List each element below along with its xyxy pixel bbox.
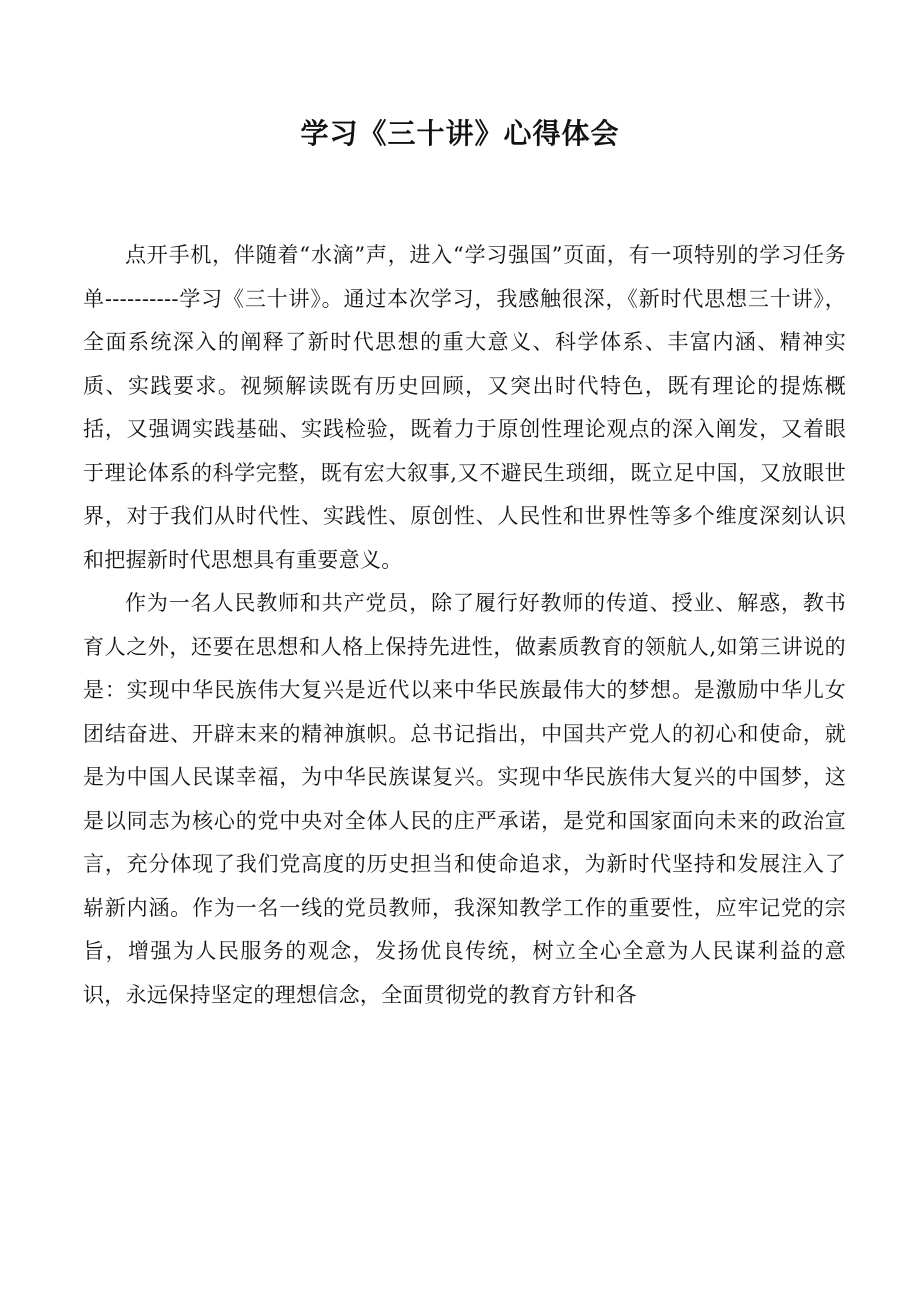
paragraph-1: 点开手机，伴随着“水滴”声，进入“学习强国”页面，有一项特别的学习任务单----------学习《三十讲》。通过本次学习，我感触很深，《新时代思想三十讲》，全面系统深入的阐释了新时代思想的重大意义、科学体系、丰富内涵、精神实质、实践要求。视频解读既有历史回顾，又突出时代特色，既有理论的提炼概括，又强调实践基础、实践检验，既着力于原创性理论观点的深入阐发，又着眼于理论体系的科学完整，既有宏大叙事,又不避民生琐细，既立足中国，又放眼世界，对于我们从时代性、实践性、原创性、人民性和世界性等多个维度深刻认识和把握新时代思想具有重要意义。 bbox=[83, 243, 846, 572]
document-title: 学习《三十讲》心得体会 bbox=[300, 117, 620, 150]
document-body bbox=[83, 234, 846, 1017]
paragraph-2: 作为一名人民教师和共产党员，除了履行好教师的传道、授业、解惑，教书育人之外，还要在思想和人格上保持先进性，做素质教育的领航人,如第三讲说的是：实现中华民族伟大复兴是近代以来中华民族最伟大的梦想。是激励中华儿女团结奋进、开辟末来的精神旗帜。总书记指出，中国共产党人的初心和使命，就是为中国人民谋幸福，为中华民族谋复兴。实现中华民族伟大复兴的中国梦，这是以同志为核心的党中央对全体人民的庄严承诺，是党和国家面向未来的政治宣言，充分体现了我们党高度的历史担当和使命追求，为新时代坚持和发展注入了崭新内涵。作为一名一线的党员教师，我深知教学工作的重要性，应牢记党的宗旨，增强为人民服务的观念，发扬优良传统，树立全心全意为人民谋利益的意识，永远保持坚定的理想信念，全面贯彻党的教育方针和各 bbox=[83, 591, 846, 1007]
